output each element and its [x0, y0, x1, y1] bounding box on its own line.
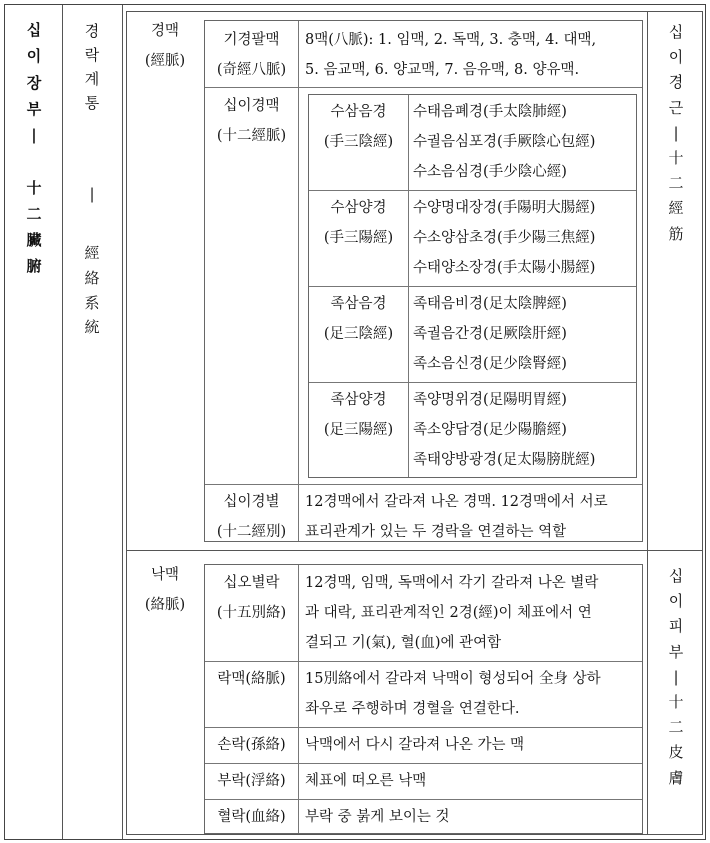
- vertical-char: 經: [668, 199, 684, 218]
- meridian-group-name: 수삼음경 (手三陰經): [323, 104, 394, 150]
- nakmaek-row-desc: 부락 중 붉게 보이는 것: [305, 809, 450, 825]
- vertical-char: 統: [84, 318, 100, 337]
- vertical-char: 장: [26, 73, 42, 92]
- vertical-char: 계: [84, 70, 100, 88]
- vertical-char: 십: [668, 567, 684, 585]
- meridian-item: 족태양방광경(足太陽膀胱經): [413, 452, 596, 468]
- main-frame: [126, 11, 703, 835]
- vertical-char: 근: [668, 98, 684, 117]
- meridian-item: 수소양삼초경(手少陽三焦經): [413, 230, 596, 246]
- vertical-char: 부: [26, 99, 42, 118]
- vertical-char: 十: [668, 148, 684, 167]
- vertical-char: 경: [84, 22, 100, 40]
- vertical-char: 膚: [668, 768, 684, 787]
- vertical-char: [11, 148, 57, 174]
- gyeongmaek-title: 경맥 (經脈): [144, 23, 186, 69]
- meridian-list: [413, 385, 635, 475]
- vertical-char: 十: [26, 178, 42, 197]
- divider: [62, 5, 63, 839]
- right-sibi-pibu: [649, 564, 703, 791]
- nakmaek-row-label: 혈락(血絡): [217, 809, 286, 825]
- vertical-char: 통: [84, 94, 100, 112]
- column-sibi-jangbu: [11, 17, 57, 280]
- meridian-item: 수소음심경(手少陰心經): [413, 164, 567, 180]
- vertical-char: |: [673, 667, 679, 686]
- vertical-char: 經: [84, 244, 100, 262]
- vertical-char: |: [673, 123, 679, 142]
- column-separator: [67, 181, 117, 207]
- nakmaek-row-desc: 낙맥에서 다시 갈라져 나온 가는 맥: [305, 737, 525, 753]
- sibi-groups-box: [308, 94, 637, 478]
- sibi-gyeongbyeol-desc: 12경맥에서 갈라져 나온 경맥. 12경맥에서 서로 표리관계가 있는 두 경락을 연결하는 역할: [305, 494, 608, 540]
- sibi-gyeongbyeol-label: 십이경별 (十二經別): [216, 494, 287, 540]
- meridian-item: 족궐음간경(足厥陰肝經): [413, 326, 567, 342]
- nakmaek-row-desc: 12경맥, 임맥, 독맥에서 각기 갈라져 나온 별락 과 대락, 표리관계적인 2경(經)이 체표에서 연 결되고 기(氣), 혈(血)에 관여함: [305, 575, 599, 651]
- vertical-char: 系: [84, 293, 100, 312]
- vertical-char: 二: [668, 718, 684, 737]
- vertical-char: 皮: [668, 743, 684, 762]
- nakmaek-box: [204, 564, 643, 834]
- classification-table: [4, 4, 706, 840]
- vertical-char: 二: [668, 174, 684, 193]
- vertical-char: 二: [26, 204, 42, 223]
- divider: [122, 5, 123, 839]
- meridian-item: 족양명위경(足陽明胃經): [413, 392, 567, 408]
- vertical-char: 臟: [26, 231, 42, 249]
- vertical-char: 락: [84, 46, 100, 64]
- column-gyeongnak-hanja: [67, 241, 117, 340]
- vertical-char: 十: [668, 692, 684, 711]
- gigyeong-label: 기경팔맥 (奇經八脈): [216, 32, 287, 78]
- vertical-char: 이: [668, 48, 684, 67]
- meridian-list: [413, 289, 635, 379]
- meridian-item: 수양명대장경(手陽明大腸經): [413, 200, 596, 216]
- vertical-char: 이: [26, 47, 42, 66]
- vertical-char: |: [89, 185, 95, 203]
- vertical-char: |: [31, 126, 37, 144]
- nakmaek-row-label: 손락(孫絡): [217, 737, 286, 753]
- vertical-char: 부: [668, 642, 684, 661]
- meridian-group-name: 족삼음경 (足三陰經): [323, 296, 394, 342]
- meridian-group-name: 족삼양경 (足三陽經): [323, 392, 394, 438]
- nakmaek-row-desc: 체표에 떠오른 낙맥: [305, 773, 427, 789]
- column-gyeongnak-gyetong: [67, 19, 117, 115]
- right-sibi-gyeonggeun: [649, 20, 703, 247]
- meridian-item: 족태음비경(足太陰脾經): [413, 296, 567, 312]
- nakmaek-title: 낙맥 (絡脈): [144, 567, 186, 613]
- vertical-char: 絡: [84, 268, 100, 287]
- nakmaek-row-label: 락맥(絡脈): [217, 671, 286, 687]
- gigyeong-desc: 8맥(八脈): 1. 임맥, 2. 독맥, 3. 충맥, 4. 대맥, 5. 음교맥, 6. 양교맥, 7. 음유맥, 8. 양유맥.: [305, 32, 597, 78]
- nakmaek-row-label: 십오별락 (十五別絡): [216, 575, 287, 621]
- meridian-list: [413, 193, 635, 283]
- meridian-item: 수궐음심포경(手厥陰心包經): [413, 134, 596, 150]
- nakmaek-row-desc: 15別絡에서 갈라져 낙맥이 형성되어 全身 상하 좌우로 주행하며 경혈을 연결한다.: [305, 671, 601, 717]
- meridian-item: 족소양담경(足少陽膽經): [413, 422, 567, 438]
- meridian-list: [413, 97, 635, 187]
- vertical-char: 피: [668, 617, 684, 636]
- meridian-item: 수태음폐경(手太陰肺經): [413, 104, 567, 120]
- vertical-char: 십: [26, 21, 42, 39]
- meridian-group-name: 수삼양경 (手三陽經): [323, 200, 394, 246]
- nakmaek-row-label: 부락(浮絡): [217, 773, 286, 789]
- vertical-char: 筋: [668, 224, 684, 243]
- vertical-char: 경: [668, 73, 684, 92]
- vertical-char: 이: [668, 592, 684, 611]
- vertical-char: 腑: [26, 257, 42, 276]
- sibi-gyeongmaek-label: 십이경맥 (十二經脈): [216, 98, 287, 144]
- vertical-char: 십: [668, 23, 684, 41]
- gyeongmaek-box: [204, 20, 643, 542]
- meridian-item: 족소음신경(足少陰腎經): [413, 356, 567, 372]
- meridian-item: 수태양소장경(手太陽小腸經): [413, 260, 596, 276]
